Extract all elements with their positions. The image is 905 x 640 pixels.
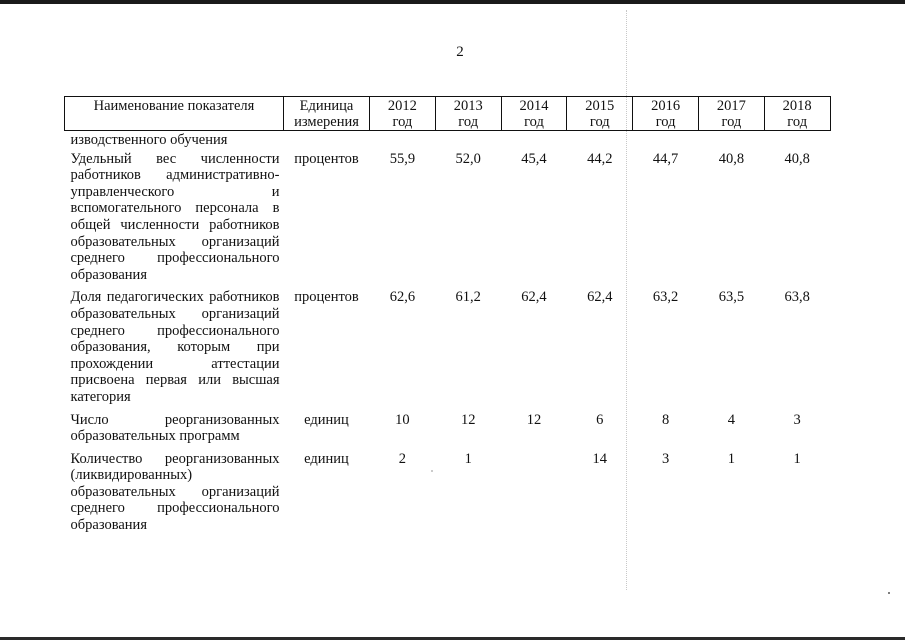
value-2018: 40,8 <box>784 150 810 167</box>
header-unit <box>284 97 370 131</box>
value-2013: 61,2 <box>455 289 481 306</box>
indicator-name: Число реорганизованных образовательных программ <box>70 411 280 445</box>
indicator-name: Количество реорганизованных (ликвидированных) образовательных организаций среднего профессионального образования <box>70 450 280 534</box>
value-2015: 6 <box>596 411 604 428</box>
value-2014: 62,4 <box>521 289 547 306</box>
value-2016: 3 <box>661 450 670 467</box>
header-year-suffix: год <box>655 114 676 130</box>
value-2016: 44,7 <box>652 150 679 167</box>
header-year-value: 2017 <box>716 98 746 114</box>
header-year-value: 2012 <box>387 98 417 114</box>
header-year-suffix: год <box>721 114 742 130</box>
header-year-2016 <box>633 97 699 131</box>
indicator-name: Удельный вес численности работников административно-управленческого и вспомогательного персонала в общей численности работников образовательных организаций среднего профессионального образования <box>70 150 280 283</box>
scan-edge-top <box>0 0 905 4</box>
indicator-unit: единиц <box>304 411 349 428</box>
header-year-2013 <box>435 97 501 131</box>
table-header-row <box>65 97 831 131</box>
header-year-2014 <box>501 97 567 131</box>
value-2014 <box>501 449 567 534</box>
scan-speck <box>431 470 433 472</box>
value-2017: 4 <box>727 411 735 428</box>
continuation-row <box>65 131 831 149</box>
value-2012: 55,9 <box>389 150 416 167</box>
value-2018: 1 <box>793 450 801 467</box>
header-indicator-name: Наименование показателя <box>65 97 284 131</box>
header-year-value: 2016 <box>651 98 681 114</box>
value-2015: 14 <box>592 450 608 467</box>
value-2013: 12 <box>460 411 476 428</box>
indicator-unit: процентов <box>294 289 359 306</box>
value-2017: 63,5 <box>718 289 745 306</box>
header-year-2018 <box>764 97 830 131</box>
table-row <box>65 149 831 284</box>
value-2015: 44,2 <box>587 150 613 167</box>
value-2014: 45,4 <box>521 150 547 167</box>
indicators-table <box>64 96 831 534</box>
table-row <box>65 449 831 534</box>
indicator-unit: единиц <box>304 450 349 467</box>
value-2012: 10 <box>395 411 410 428</box>
table-row <box>65 410 831 445</box>
value-2017: 1 <box>727 450 735 467</box>
value-2012: 62,6 <box>389 289 416 306</box>
value-2016: 63,2 <box>652 289 679 306</box>
header-year-value: 2015 <box>585 98 615 114</box>
table-row <box>65 287 831 405</box>
value-2013: 1 <box>464 450 472 467</box>
value-2012: 2 <box>398 450 407 467</box>
header-year-suffix: год <box>787 114 808 130</box>
header-year-value: 2018 <box>782 98 812 114</box>
scan-speck <box>888 592 890 594</box>
header-unit-line1: Единица <box>299 98 354 114</box>
header-year-value: 2014 <box>519 98 549 114</box>
header-year-suffix: год <box>392 114 413 130</box>
page-number: 2 <box>456 44 464 60</box>
value-2018: 3 <box>793 411 801 428</box>
value-2014: 12 <box>526 411 542 428</box>
value-2015: 62,4 <box>587 289 613 306</box>
indicator-name: Доля педагогических работников образовательных организаций среднего профессионального образования, которым при прохождении аттестации присвоена первая или высшая категория <box>70 289 280 405</box>
header-year-suffix: год <box>524 114 544 130</box>
value-2013: 52,0 <box>455 150 481 167</box>
indicator-unit: процентов <box>294 150 359 167</box>
header-unit-line2: измерения <box>294 114 359 130</box>
value-2017: 40,8 <box>718 150 745 167</box>
value-2016: 8 <box>661 411 670 428</box>
header-year-2017 <box>698 97 764 131</box>
header-year-2012 <box>370 97 436 131</box>
continuation-text: изводственного обучения <box>70 132 228 148</box>
header-year-value: 2013 <box>453 98 483 114</box>
value-2018: 63,8 <box>784 289 810 306</box>
header-year-suffix: год <box>589 114 610 130</box>
header-year-suffix: год <box>458 114 479 130</box>
header-year-2015 <box>567 97 633 131</box>
